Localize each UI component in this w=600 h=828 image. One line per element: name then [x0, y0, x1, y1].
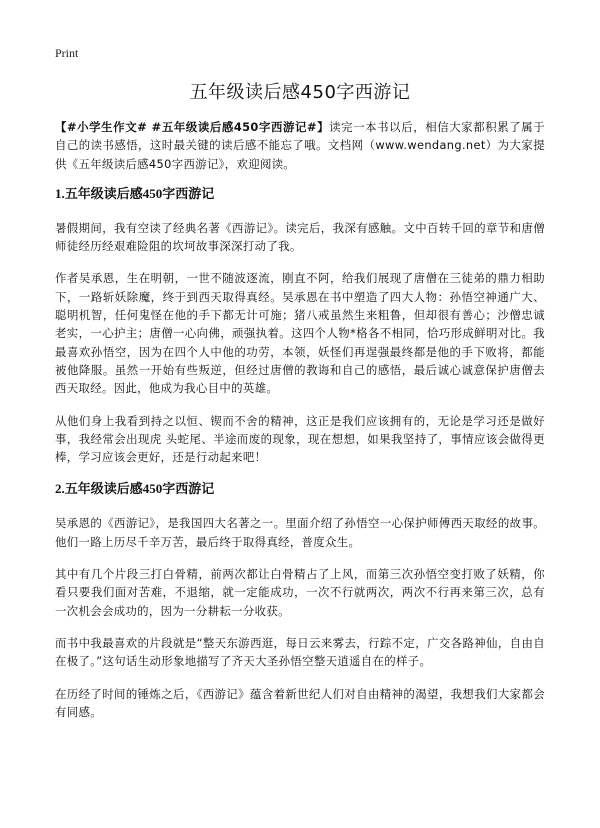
section-2-paragraph-3: 而书中我最喜欢的片段就是“整天东游西逛，每日云来雾去，行踪不定，广交各路神仙，自由自在极了。”这句话生动形象地描写了齐天大圣孙悟空整天逍遥自在的样子。: [55, 635, 545, 669]
document-title: 五年级读后感450字西游记: [189, 82, 411, 103]
print-link[interactable]: Print: [55, 46, 79, 60]
section-heading-2: 2.五年级读后感450字西游记: [55, 481, 215, 497]
intro-text-after: ）为大家提供《五年级读后感450字西游记》，欢迎阅读。: [55, 138, 545, 171]
intro-paragraph: [55, 118, 545, 173]
intro-text-before: 读完一本书以后，相信大家都积累了属于自己的读书感悟，这时最关键的读后感不能忘了哦。文档网（: [55, 120, 545, 153]
section-2-paragraph-2: 其中有几个片段三打白骨精，前两次都让白骨精占了上风，而第三次孙悟空变打败了妖精，你看只要我们面对苦难，不退缩，就一定能成功，一次不行就两次，两次不行再来第三次，总有一次机会会成功的，因为一分耕耘一分收获。: [55, 567, 545, 618]
section-1-paragraph-1: 暑假期间，我有空读了经典名著《西游记》。读完后，我深有感触。文中百转千回的章节和唐僧师徒经历经艰难险阻的坎坷故事深深打动了我。: [55, 220, 545, 254]
section-1-paragraph-3: 从他们身上我看到持之以恒、锲而不舍的精神，这正是我们应该拥有的，无论是学习还是做好事，我经常会出现虎 头蛇尾、半途而废的现象，现在想想，如果我坚持了，事情应该会做得更棒，学习应该会更好，还是行动起来吧！: [55, 413, 545, 465]
section-2-paragraph-4: 在历经了时间的锤炼之后，《西游记》蕴含着新世纪人们对自由精神的渴望，我想我们大家都会有同感。: [55, 686, 545, 719]
section-1-paragraph-2: 作者吴承恩，生在明朝，一世不随波逐流，刚直不阿，给我们展现了唐僧在三徒弟的鼎力相助下，一路斩妖除魔，终于到西天取得真经。吴承恩在书中塑造了四大人物：孙悟空神通广大、聪明机智，任何鬼怪在他的手下都无计可施；猪八戒虽然生来粗鲁，但却很有善心；沙僧忠诚老实，一心护主；唐僧一心向佛，顽强执着。这四个人物*格各不相同，恰巧形成鲜明对比。我最喜欢孙悟空，因为在四个人中他的功劳，本领，妖怪们再逞强最终都是他的手下败将，都能被他降服。虽然一开始有些叛逆，但经过唐僧的教诲和自己的感悟，最后诚心诚意保护唐僧去西天取经。因此，他成为我心目中的英雄。: [55, 271, 545, 396]
section-2-paragraph-1: 吴承恩的《西游记》，是我国四大名著之一。里面介绍了孙悟空一心保护师傅西天取经的故事。他们一路上历尽千辛万苦，最后终于取得真经，普度众生。: [55, 516, 545, 549]
section-heading-1: 1.五年级读后感450字西游记: [55, 185, 215, 201]
intro-tags: 【#小学生作文# #五年级读后感450字西游记#】: [55, 120, 330, 134]
site-link[interactable]: www.wendang.net: [375, 138, 486, 153]
